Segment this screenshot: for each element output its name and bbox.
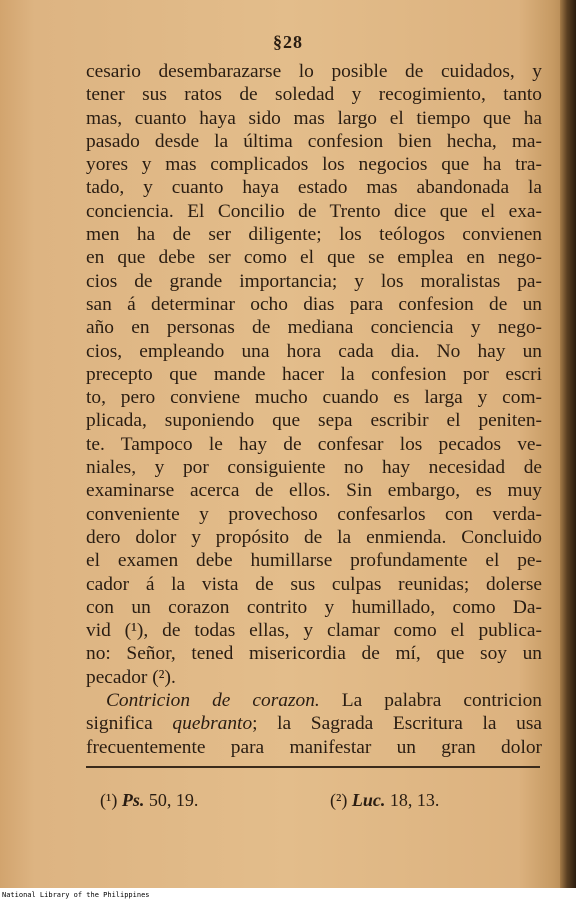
- text-line: te. Tampoco le hay de confesar los pecados ve-: [86, 433, 542, 455]
- footnote: [330, 790, 439, 811]
- text-line: precepto que mande hacer la confesion por escri: [86, 363, 542, 385]
- text-line: frecuentemente para manifestar un gran dolor: [86, 736, 542, 758]
- text-line: cios, empleando una hora cada dia. No hay un: [86, 340, 542, 362]
- text-line: mas, cuanto haya sido mas largo el tiempo que ha: [86, 107, 542, 129]
- text-line: no: Señor, tened misericordia de mí, que soy un: [86, 643, 542, 665]
- text-line: tener sus ratos de soledad y recogimiento, tanto: [86, 84, 542, 106]
- text-line: san á determinar ocho dias para confesion de un: [86, 293, 542, 315]
- text-line: conciencia. El Concilio de Trento dice que el exa-: [86, 200, 542, 222]
- text-line: pecador (²).: [86, 666, 176, 688]
- text-line: conveniente y provechoso confesarlos con verda-: [86, 503, 542, 525]
- text-line: dero dolor y propósito de la enmienda. Concluido: [86, 526, 542, 548]
- text-line: año en personas de mediana conciencia y nego-: [86, 317, 542, 339]
- footnote-ref: 50, 19.: [144, 790, 199, 810]
- footnote-mark: (²): [330, 790, 348, 810]
- text-line: cios de grande importancia; y los moralistas pa-: [86, 270, 542, 292]
- text-line: pasado desde la última confesion bien hecha, ma-: [86, 130, 542, 152]
- footnote-source: Ps.: [121, 790, 145, 810]
- text-line: en que debe ser como el que se emplea en nego-: [86, 247, 542, 269]
- section-heading-line: [86, 689, 542, 712]
- text-line: to, pero conviene mucho cuando es larga y com-: [86, 387, 542, 409]
- footnote-mark: (¹): [100, 790, 118, 810]
- section-heading: Contricion de corazon.: [106, 690, 320, 712]
- text-line: examinarse acerca de ellos. Sin embargo, es muy: [86, 480, 542, 502]
- book-spine-shadow: [560, 0, 576, 888]
- emphasized-word: quebranto: [172, 713, 253, 735]
- text-line: con un corazon contrito y humillado, como Da-: [86, 596, 542, 618]
- library-credit: National Library of the Philippines: [2, 891, 150, 899]
- footnote: [100, 790, 198, 811]
- text-line: [86, 712, 542, 735]
- text-line: cesario desembarazarse lo posible de cuidados, y: [86, 61, 542, 82]
- text-fragment: La palabra contricion: [319, 690, 542, 712]
- text-fragment: significa: [86, 713, 173, 735]
- text-line: tado, y cuanto haya estado mas abandonada la: [86, 177, 542, 199]
- text-line: vid (¹), de todas ellas, y clamar como el publica-: [86, 620, 542, 642]
- text-line: cador á la vista de sus culpas reunidas; dolerse: [86, 573, 542, 595]
- text-line: el examen debe humillarse profundamente el pe-: [86, 550, 542, 572]
- footnote-ref: 18, 13.: [385, 790, 440, 810]
- body-text: [86, 60, 542, 759]
- text-line: yores y mas complicados los negocios que ha tra-: [86, 154, 542, 176]
- page-number: §28: [273, 32, 303, 52]
- text-line: niales, y por consiguiente no hay necesidad de: [86, 457, 542, 479]
- text-line: plicada, suponiendo que sepa escribir el peniten-: [86, 410, 542, 432]
- text-fragment: ; la Sagrada Escritura la usa: [252, 713, 542, 735]
- footnote-source: Luc.: [351, 790, 386, 810]
- footnote-divider: [86, 766, 540, 768]
- text-line: men ha de ser diligente; los teólogos convienen: [86, 224, 542, 246]
